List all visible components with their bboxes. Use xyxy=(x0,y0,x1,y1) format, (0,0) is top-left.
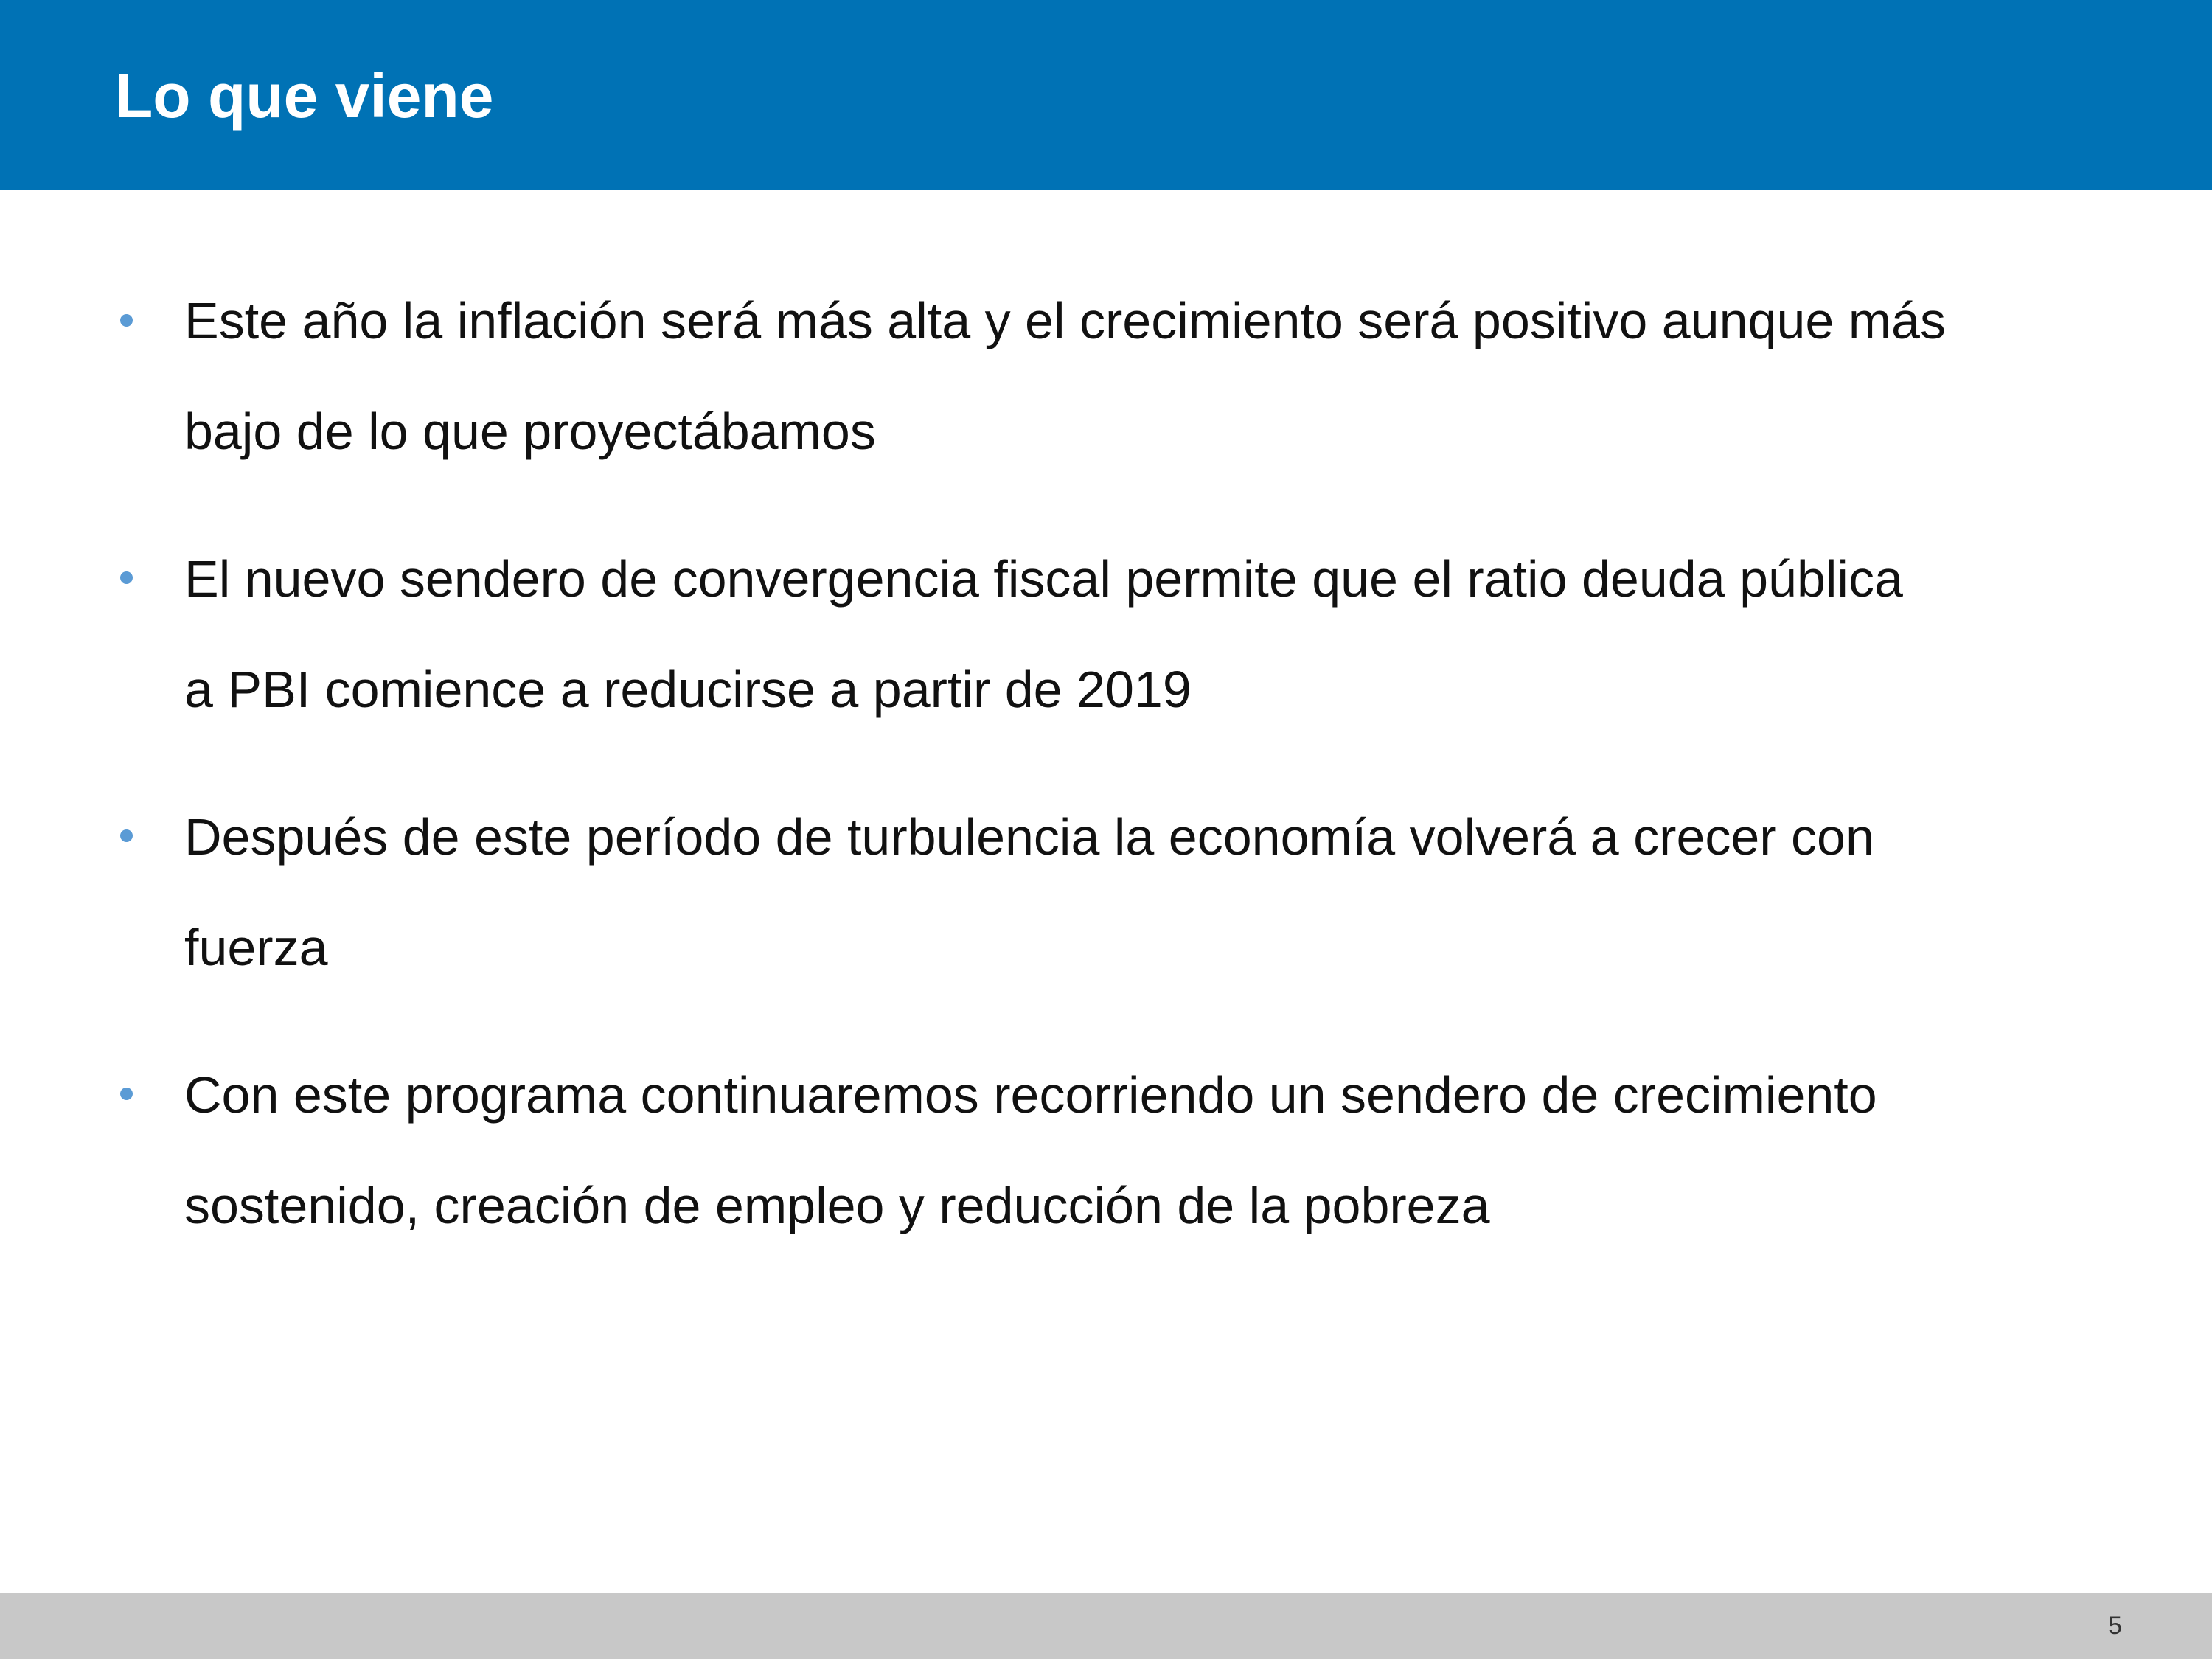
bullet-text-line: El nuevo sendero de convergencia fiscal permite que el ratio deuda pública xyxy=(184,550,1903,608)
footer-bar xyxy=(0,1593,2212,1659)
bullet-text-line: fuerza xyxy=(184,919,328,976)
bullet-text-line: Con este programa continuaremos recorriendo un sendero de crecimiento xyxy=(184,1066,1877,1124)
page-number: 5 xyxy=(2108,1612,2122,1640)
bullet-text-line: Este año la inflación será más alta y el crecimiento será positivo aunque más xyxy=(184,292,1946,349)
slide-title: Lo que viene xyxy=(115,61,494,131)
bullet-text-line: bajo de lo que proyectábamos xyxy=(184,403,876,460)
bullet-text-line: Después de este período de turbulencia la economía volverá a crecer con xyxy=(184,808,1874,866)
bullet-text-line: a PBI comience a reducirse a partir de 2019 xyxy=(184,661,1192,718)
bullet-dot-icon xyxy=(120,571,133,584)
bullet-dot-icon xyxy=(120,314,133,327)
bullet-text-line: sostenido, creación de empleo y reducción de la pobreza xyxy=(184,1177,1490,1234)
bullet-dot-icon xyxy=(120,830,133,842)
bullet-dot-icon xyxy=(120,1088,133,1100)
